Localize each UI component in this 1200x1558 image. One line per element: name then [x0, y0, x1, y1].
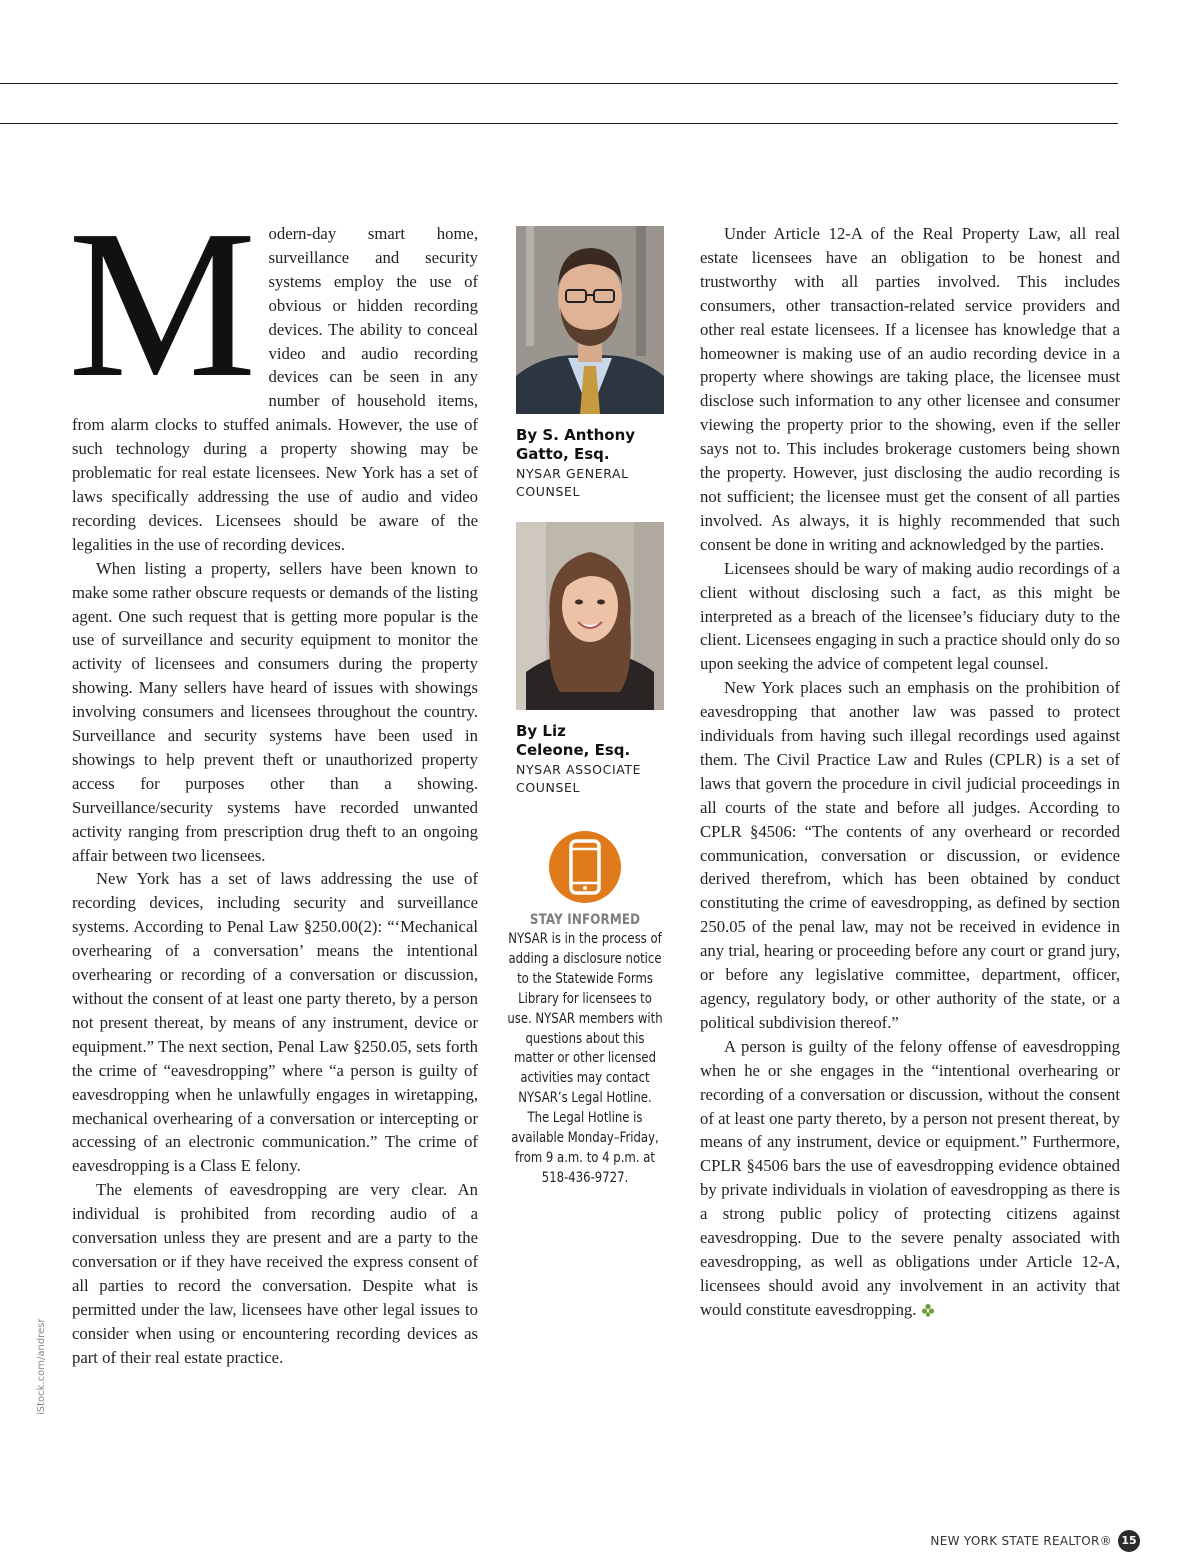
byline-gatto — [516, 426, 676, 501]
sidebar-heading: STAY INFORMED — [529, 912, 641, 928]
article-paragraph-2: When listing a property, sellers have been known to make some rather obscure requests or demands of the listing agent. One such request that is getting more popular is the use of surveillance and security equipment to monitor the activity of licensees and consumers during the property showing. Many sellers have heard of issues with showings involving consumers and licensees throughout the country. Surveillance and security systems have been used in showings to help prevent theft or unauthorized property access for purposes other than a showing. Surveillance/security systems have recorded unwanted activity ranging from prescription drug theft to an ongoing affair between two licensees. — [72, 558, 478, 865]
header-rule-top — [0, 83, 1118, 84]
article-paragraph-5: Under Article 12-A of the Real Property Law, all real estate licensees have an obligation to be honest and trustworthy with all parties involved. This includes consumers, other transaction-related service providers and other real estate licensees. If a licensee has knowledge that a homeowner is making use of an audio recording device in a property where showings are taking place, the licensee must disclose such information to any other licensee and consumer viewing the property prior to the showing, even if the seller says not to. This includes brokerage customers being shown the property. However, just disclosing the audio recording is not sufficient; the licensee must get the consent of all parties involved. As always, it is highly recommended that such consent be done in writing and acknowledged by the parties. — [700, 224, 1120, 554]
author-photo-gatto — [516, 226, 664, 414]
page-number: 15 — [1118, 1530, 1140, 1552]
article-column-1 — [68, 186, 478, 1370]
article-paragraph-8 — [700, 1035, 1120, 1322]
end-mark-icon — [921, 1303, 935, 1317]
article-paragraph-3: New York has a set of laws addressing the use of recording devices, including security and surveillance systems. According to Penal Law §250.00(2): “‘Mechanical overhearing of a conversation’ means the intentional overhearing or recording of a conversation or discussion, without the consent of at least one party thereto, by a person not present thereat, by means of any instrument, device or equipment.” The next section, Penal Law §250.05, sets forth the crime of “eavesdropping” where “a person is guilty of eavesdropping when he unlawfully engages in wiretapping, mechanical overhearing of a conversation or intercepting or accessing of an electronic communication.” The crime of eavesdropping is a Class E felony. — [72, 869, 478, 1176]
article-paragraph-7: New York places such an emphasis on the prohibition of eavesdropping that another law was passed to protect individuals from having such illegal recordings used against them. The Civil Practice Law and Rules (CPLR) is a set of laws that govern the procedure in civil judicial proceedings in all courts of the state and before all judges. According to CPLR §4506: “The contents of any overheard or recorded communication, conversation or discussion, or evidence derived therefrom, which has been obtained by conduct constituting the crime of eavesdropping, as defined by section 250.05 of the penal law, may not be received in evidence in any trial, hearing or proceeding before any court or grand jury, or before any legislative committee, department, officer, agency, regulatory body, or other authority of the state, or a political subdivision thereof.” — [700, 678, 1120, 1032]
author-name: By S. Anthony Gatto, Esq. — [516, 426, 636, 463]
article-paragraph-1 — [68, 186, 478, 557]
header-rule-bottom — [0, 123, 1118, 124]
portrait-illustration — [516, 226, 664, 414]
portrait-illustration — [516, 522, 664, 710]
stay-informed-sidebar — [505, 830, 665, 1188]
drop-cap: M — [68, 186, 257, 421]
photo-credit: iStock.com/andresr — [36, 1318, 47, 1415]
article-paragraph-4: The elements of eavesdropping are very clear. An individual is prohibited from recording audio of a conversation unless they are present and are a party to the conversation or if they have received the express consent of all parties to record the conversation. Despite what is permitted under the law, licensees have other legal issues to consider when using or encountering recording devices as part of their real estate practice. — [72, 1180, 478, 1367]
author-title: NYSAR ASSOCIATE COUNSEL — [516, 762, 642, 795]
author-photo-celeone — [516, 522, 664, 710]
smartphone-icon — [548, 830, 622, 904]
byline-celeone — [516, 722, 676, 797]
author-title: NYSAR GENERAL COUNSEL — [516, 466, 629, 499]
paragraph-text: odern-day smart home, surveillance and security systems employ the use of obvious or hidden recording devices. The ability to conceal video and audio recording devices can be seen in any number of household items, from alarm clocks to stuffed animals. However, the use of such technology during a property showing may be problematic for real estate licensees. New York has a set of laws specifically addressing the use of audio and video recording devices. Licensees should be aware of the legalities in the use of recording devices. — [72, 224, 478, 554]
author-name: By Liz Celeone, Esq. — [516, 722, 631, 759]
paragraph-text: A person is guilty of the felony offense of eavesdropping when he or she engages in the “intentional overhearing or recording of a conversation or discussion, without the consent of at least one party thereto, by a person not present thereat, by means of any instrument, device or equipment.” Furthermore, CPLR §4506 bars the use of eavesdropping evidence obtained by private individuals in violation of eavesdropping as there is a strong public policy of protecting citizens against eavesdropping. Due to the severe penalty associated with eavesdropping, as well as obligations under Article 12-A, licensees should avoid any involvement in an activity that would constitute eavesdropping. — [700, 1036, 1120, 1319]
article-paragraph-6: Licensees should be wary of making audio recordings of a client without disclosing such a fact, as this might be interpreted as a breach of the licensee’s fiduciary duty to the client. Licensees engaging in such a practice should only do so upon seeking the advice of competent legal counsel. — [700, 558, 1120, 674]
publication-name: NEW YORK STATE REALTOR® — [930, 1534, 1112, 1548]
sidebar-text: NYSAR is in the process of adding a disclosure notice to the Statewide Forms Library for licensees to use. NYSAR members with questions about this matter or other licensed activities may contact NYSAR’s Legal Hotline. The Legal Hotline is available Monday–Friday, from 9 a.m. to 4 p.m. at 518-436-9727. — [507, 930, 663, 1186]
article-column-2 — [700, 222, 1120, 1322]
